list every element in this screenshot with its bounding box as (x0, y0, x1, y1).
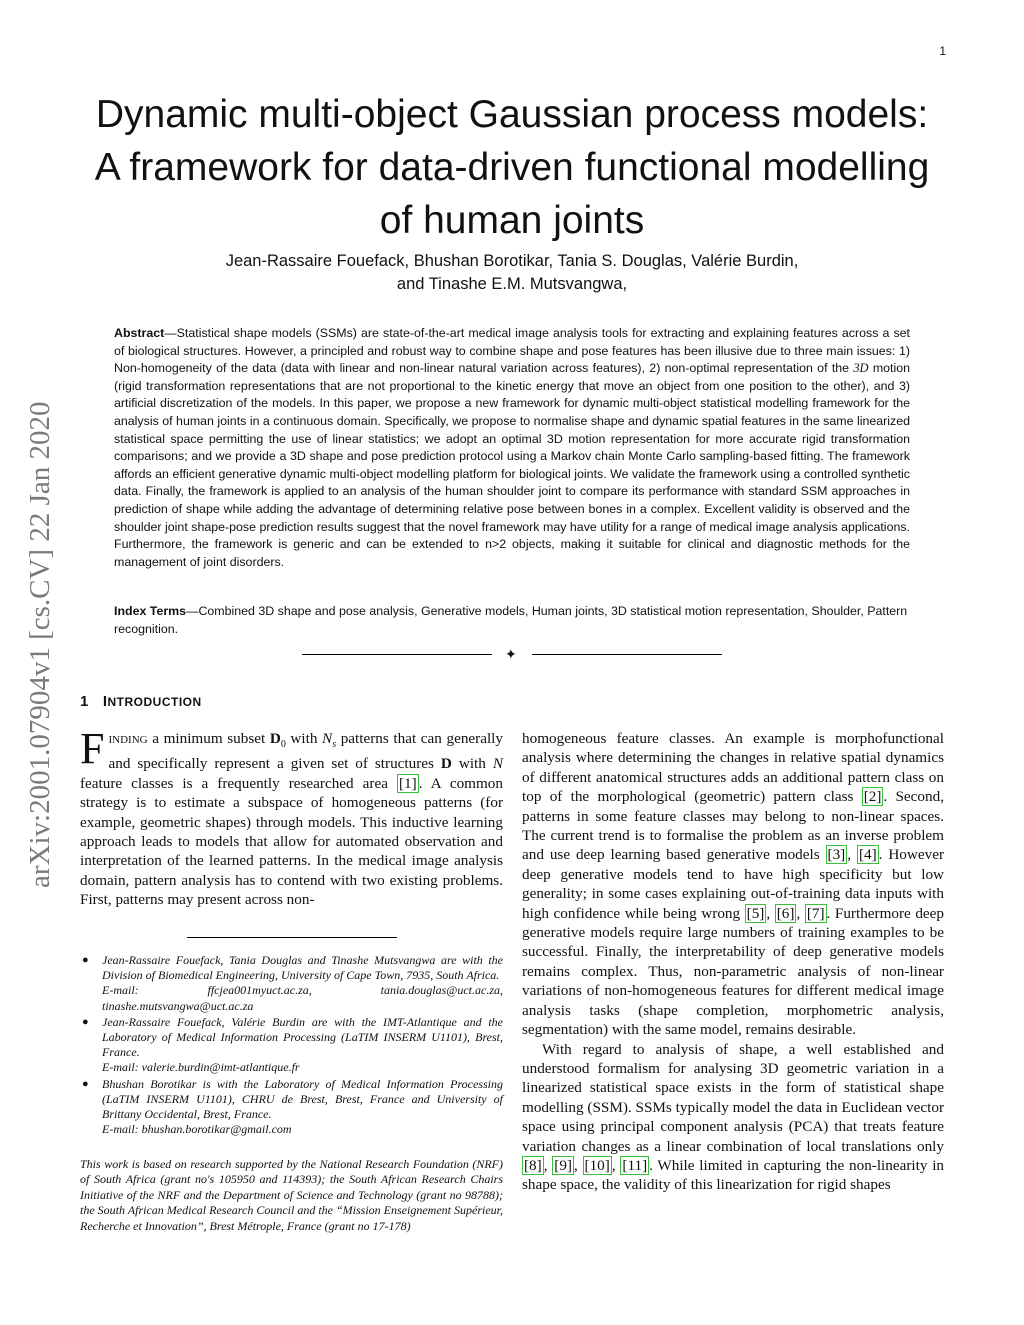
citation-link[interactable]: [1] (398, 774, 417, 792)
citation-link[interactable]: [11] (622, 1156, 648, 1174)
citation-link[interactable]: [5] (746, 904, 765, 922)
index-terms-label: Index Terms (114, 604, 187, 618)
text-run: . However deep generative models tend to have high specificity but low generality; in some cases explaining out-of-training data inputs with high confidence while being wrong (522, 846, 945, 922)
abstract-text: Statistical shape models (SSMs) are state-of-the-art medical image analysis tools for extracting and explaining features across a set of biological structures. However, a principled and robust way to combine shape and pose features has been illusive due to three main issues: 1) Non-homogeneity of the data (data with linear and non-linear natural variation across features), 2) non-optimal representation of the (114, 326, 910, 376)
intro-paragraph (80, 724, 503, 910)
citation-link[interactable]: [9] (554, 1156, 572, 1174)
abstract-dash: — (164, 326, 177, 340)
math-N: N (492, 755, 503, 773)
index-terms-text: Combined 3D shape and pose analysis, Generative models, Human joints, 3D statistical motion representation, Shoulder, Pattern recognition. (114, 604, 908, 636)
affiliation-email: E-mail: ffcjea001myuct.ac.za, tania.douglas@uct.ac.za, tinashe.mutsvangwa@uct.ac.za (102, 983, 503, 1013)
text-run: with (285, 730, 323, 747)
math-3d: 3D (853, 361, 869, 376)
left-column (80, 724, 503, 910)
index-terms-dash: — (186, 604, 199, 618)
affiliation-item (80, 1077, 503, 1138)
affiliation-item (80, 1015, 503, 1076)
section-divider (302, 646, 722, 662)
section-title-initial: I (102, 693, 108, 710)
affiliation-text: Jean-Rassaire Fouefack, Valérie Burdin are with the IMT-Atlantique and the Laboratory of Medical Information Processing (LaTIM INSERM U1101), Brest, France. (102, 1014, 503, 1060)
drop-cap: F (80, 724, 105, 773)
citation-link[interactable]: [4] (858, 846, 877, 864)
divider-rule-left (302, 654, 492, 655)
text-run: a minimum subset (147, 730, 270, 747)
math-D: D (440, 755, 452, 773)
math-Ns: $N_s$ (322, 730, 337, 751)
page-number: 1 (939, 44, 946, 58)
affiliation-email: E-mail: bhushan.borotikar@gmail.com (102, 1122, 292, 1137)
right-column (522, 729, 944, 1195)
smallcaps-lead: inding (108, 730, 148, 747)
section-number: 1 (80, 693, 89, 710)
citation-link[interactable]: [8] (524, 1156, 542, 1174)
bullet-icon: ● (82, 1077, 89, 1090)
authors-line: and Tinashe E.M. Mutsvangwa, (396, 275, 628, 293)
footnote-rule (187, 937, 397, 938)
abstract-label: Abstract (114, 326, 165, 340)
math-D0: $D_0$ (269, 730, 286, 751)
section-title-rest: NTRODUCTION (107, 695, 202, 709)
intro-paragraph: homogeneous feature classes. An example is morphofunctional analysis where determining the changes in relative spatial dynamics of different anatomical structures adds an additional pattern class on top of the morphological (geometric) pattern class [2] . Second, patterns in some feature classes may belong to non-linear spaces. The current trend is to formalise the problem as an inverse problem and use deep learning based generative models [3] , [4] . However deep generative models tend to have high specificity but low generality; in some cases explaining out-of-training data inputs with high confidence while being wrong [5] , [6] , [7] . Furthermore deep generative models require large numbers of training examples to be successful. Finally, the interpretability of deep generative models remains complex. Thus, non-parametric analysis of non-linear variations of non-homogeneous features for different medical image analysis tasks (shape completion, morphometric analysis, segmentation) with the same model, remains desirable. (522, 730, 945, 1039)
text-run: feature classes is a frequently researched area (80, 774, 397, 792)
citation-link[interactable]: [7] (806, 904, 825, 922)
paper-title (70, 88, 954, 247)
bullet-icon: ● (82, 954, 89, 966)
title-line: of human joints (379, 199, 645, 242)
section-heading (80, 693, 202, 710)
text-run: . Second, patterns in some feature classes may belong to non-linear spaces. The current trend is to formalise the problem as an inverse problem and use deep learning based generative models (522, 788, 944, 864)
text-run: with (451, 755, 493, 773)
text-run: . Furthermore deep generative models require large numbers of training examples to be successful. Finally, the interpretability of deep generative models remains complex. Thus, non-parametric analysis of non-linear variations of non-homogeneous features for different medical image analysis tasks (shape completion, morphometric analysis, segmentation) with the same model, remains desirable. (522, 904, 945, 1039)
text-run: patterns that can generally and specifically represent a given set of structures (108, 730, 503, 773)
arxiv-stamp: arXiv:2001.07904v1 [cs.CV] 22 Jan 2020 (24, 401, 56, 888)
funding-note: This work is based on research supported by the National Research Foundation (NRF) of South Africa (grant no's 105950 and 114393); the South African Research Chairs Initiative of the NRF and the Department of Science and Technology (grant no 98788); the South African Medical Research Council and the “Mission Enseignement Supérieur, Recherche et Innovation”, Brest Métrople, France (grant no 17-178) (80, 1157, 503, 1233)
citation-link[interactable]: [6] (776, 904, 795, 922)
divider-rule-right (532, 654, 722, 655)
index-terms (114, 603, 910, 638)
affiliation-text: Jean-Rassaire Fouefack, Tania Douglas and Tinashe Mutsvangwa are with the Division of Biomedical Engineering, University of Cape Town, 7935, South Africa. (102, 953, 503, 983)
bullet-icon: ● (82, 1015, 89, 1028)
text-run: . A common strategy is to estimate a subspace of homogeneous patterns (for example, geometric shapes) through models. This inductive learning approach leads to models that allow for automated observation and interpretation of the learned patterns. In the medical image analysis domain, pattern analysis has to contend with two existing problems. First, patterns may present across non- (80, 774, 503, 909)
abstract (114, 325, 910, 571)
divider-diamond-icon: ✦ (505, 646, 517, 662)
abstract-text: 2 objects, making it suitable for clinical and diagnostic methods for the management of joint disorders. (114, 537, 910, 569)
citation-link[interactable]: [2] (863, 788, 882, 806)
affiliation-notes (80, 953, 503, 1138)
math-greater-than: > (491, 537, 500, 552)
authors-line: Jean-Rassaire Fouefack, Bhushan Borotikar, Tania S. Douglas, Valérie Burdin, (225, 252, 799, 270)
text-run: . While limited in capturing the non-linearity in shape space, the validity of this linearization for rigid shapes (522, 1156, 945, 1194)
author-list (150, 250, 874, 296)
text-run: With regard to analysis of shape, a well established and understood formalism for analysing 3D geometric variation in a linearized statistical space exists in the form of statistical shape modelling (SSM). SSMs typically model the data in Euclidean vector space using principal component analysis (PCA) that treats feature variation changes as a linear combination of local translations only (522, 1040, 944, 1155)
title-line: A framework for data-driven functional modelling (94, 146, 930, 189)
affiliation-item (80, 953, 503, 1014)
text-run: homogeneous feature classes. An example is morphofunctional analysis where determining the changes in relative spatial dynamics of different anatomical structures adds an additional pattern class on top of the morphological (geometric) pattern class (522, 730, 944, 806)
title-line: Dynamic multi-object Gaussian process models: (95, 93, 929, 136)
affiliation-text: Bhushan Borotikar is with the Laboratory of Medical Information Processing (LaTIM INSERM U1101), CHRU de Brest, Brest, France and University of Brittany Occidental, Brest, France. (102, 1076, 503, 1122)
affiliation-email: E-mail: valerie.burdin@imt-atlantique.fr (102, 1060, 300, 1075)
citation-link[interactable]: [3] (827, 846, 846, 864)
intro-paragraph: With regard to analysis of shape, a well established and understood formalism for analysing 3D geometric variation in a linearized statistical space exists in the form of statistical shape modelling (SSM). SSMs typically model the data in Euclidean vector space using principal component analysis (PCA) that treats feature variation changes as a linear combination of local translations only [8] , [9] , [10] , [11] . While limited in capturing the non-linearity in shape space, the validity of this linearization for rigid shapes (522, 1040, 945, 1194)
abstract-text: motion (rigid transformation representations that are not proportional to the kinetic energy that move an object from one position to the other), and 3) artificial discretization of the models. In this paper, we propose a new framework for dynamic multi-object statistical modelling framework for the analysis of human joints in a continuous domain. Specifically, we propose to normalise shape and dynamic spatial features in the same linearized statistical space permitting the use of linear statistics; we adopt an optimal 3D motion representation for more accurate rigid transformation comparisons; and we provide a 3D shape and pose prediction protocol using a Markov chain Monte Carlo sampling-based fitting. The framework affords an efficient generative dynamic multi-object modelling platform for biological joints. We validate the framework using a controlled synthetic data. Finally, the framework is applied to an analysis of the human shoulder joint to compare its performance with standard SSM approaches in prediction of shape while adding the advantage of determining relative pose between bones in a complex. Excellent validity is observed and the shoulder joint shape-pose prediction results suggest that the novel framework may have utility for a range of medical image analysis applications. Furthermore, the framework is generic and can be extended to n (114, 361, 911, 552)
citation-link[interactable]: [10] (584, 1156, 610, 1174)
